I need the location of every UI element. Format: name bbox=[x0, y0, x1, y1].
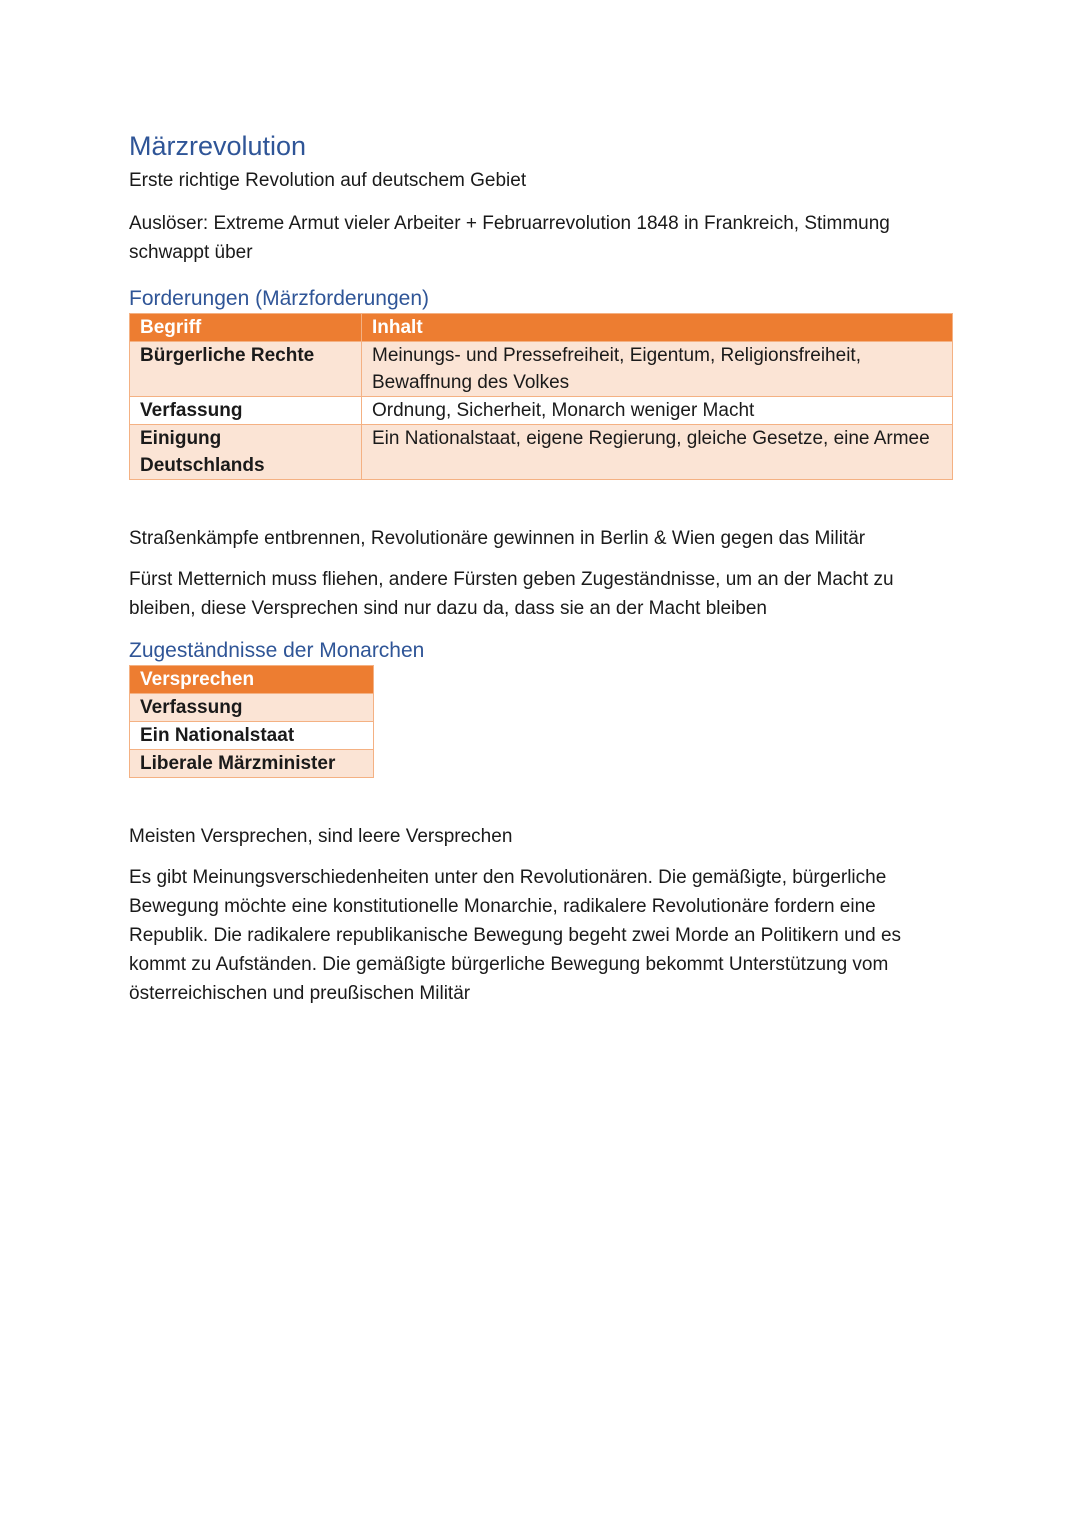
demands-header-row bbox=[130, 314, 953, 342]
street-fights-text: Straßenkämpfe entbrennen, Revolutionäre gewinnen in Berlin & Wien gegen das Militär bbox=[129, 528, 866, 549]
concessions-heading: Zugeständnisse der Monarchen bbox=[129, 639, 425, 662]
concessions-header: Versprechen bbox=[130, 666, 374, 694]
demands-header-term: Begriff bbox=[130, 314, 362, 342]
demand-content: Ein Nationalstaat, eigene Regierung, gleiche Gesetze, eine Armee bbox=[362, 425, 953, 480]
demands-table bbox=[129, 313, 953, 480]
empty-promises-text: Meisten Versprechen, sind leere Versprechen bbox=[129, 826, 513, 847]
page-title: Märzrevolution bbox=[129, 131, 307, 161]
table-row bbox=[130, 342, 953, 397]
demands-header-content: Inhalt bbox=[362, 314, 953, 342]
demand-term: Bürgerliche Rechte bbox=[130, 342, 362, 397]
table-row bbox=[130, 397, 953, 425]
demand-term: Verfassung bbox=[130, 397, 362, 425]
concessions-table bbox=[129, 665, 374, 778]
table-row bbox=[130, 750, 374, 778]
metternich-text: Fürst Metternich muss fliehen, andere Fürsten geben Zugeständnisse, um an der Macht zu bleiben, diese Versprechen sind nur dazu da, dass sie an der Macht bleiben bbox=[129, 569, 894, 619]
demand-content: Ordnung, Sicherheit, Monarch weniger Macht bbox=[362, 397, 953, 425]
concession-item: Liberale Märzminister bbox=[130, 750, 374, 778]
document-content bbox=[129, 128, 953, 1008]
demand-term: Einigung Deutschlands bbox=[130, 425, 362, 480]
trigger-text: Auslöser: Extreme Armut vieler Arbeiter + Februarrevolution 1848 in Frankreich, Stimmung schwappt über bbox=[129, 213, 890, 263]
table-row bbox=[130, 425, 953, 480]
concession-item: Ein Nationalstaat bbox=[130, 722, 374, 750]
demands-heading: Forderungen (Märzforderungen) bbox=[129, 287, 429, 310]
disagreements-text: Es gibt Meinungsverschiedenheiten unter den Revolutionären. Die gemäßigte, bürgerliche Bewegung möchte eine konstitutionelle Monarchie, radikalere Revolutionäre fordern eine Republik. Die radikalere republikanische Bewegung begeht zwei Morde an Politikern und es kommt zu Aufständen. Die gemäßigte bürgerliche Bewegung bekommt Unterstützung vom österreichischen und preußischen Militär bbox=[129, 867, 902, 1004]
concession-item: Verfassung bbox=[130, 694, 374, 722]
table-row bbox=[130, 694, 374, 722]
demand-content: Meinungs- und Pressefreiheit, Eigentum, Religionsfreiheit, Bewaffnung des Volkes bbox=[362, 342, 953, 397]
intro-text: Erste richtige Revolution auf deutschem Gebiet bbox=[129, 170, 527, 191]
concessions-header-row bbox=[130, 666, 374, 694]
table-row bbox=[130, 722, 374, 750]
